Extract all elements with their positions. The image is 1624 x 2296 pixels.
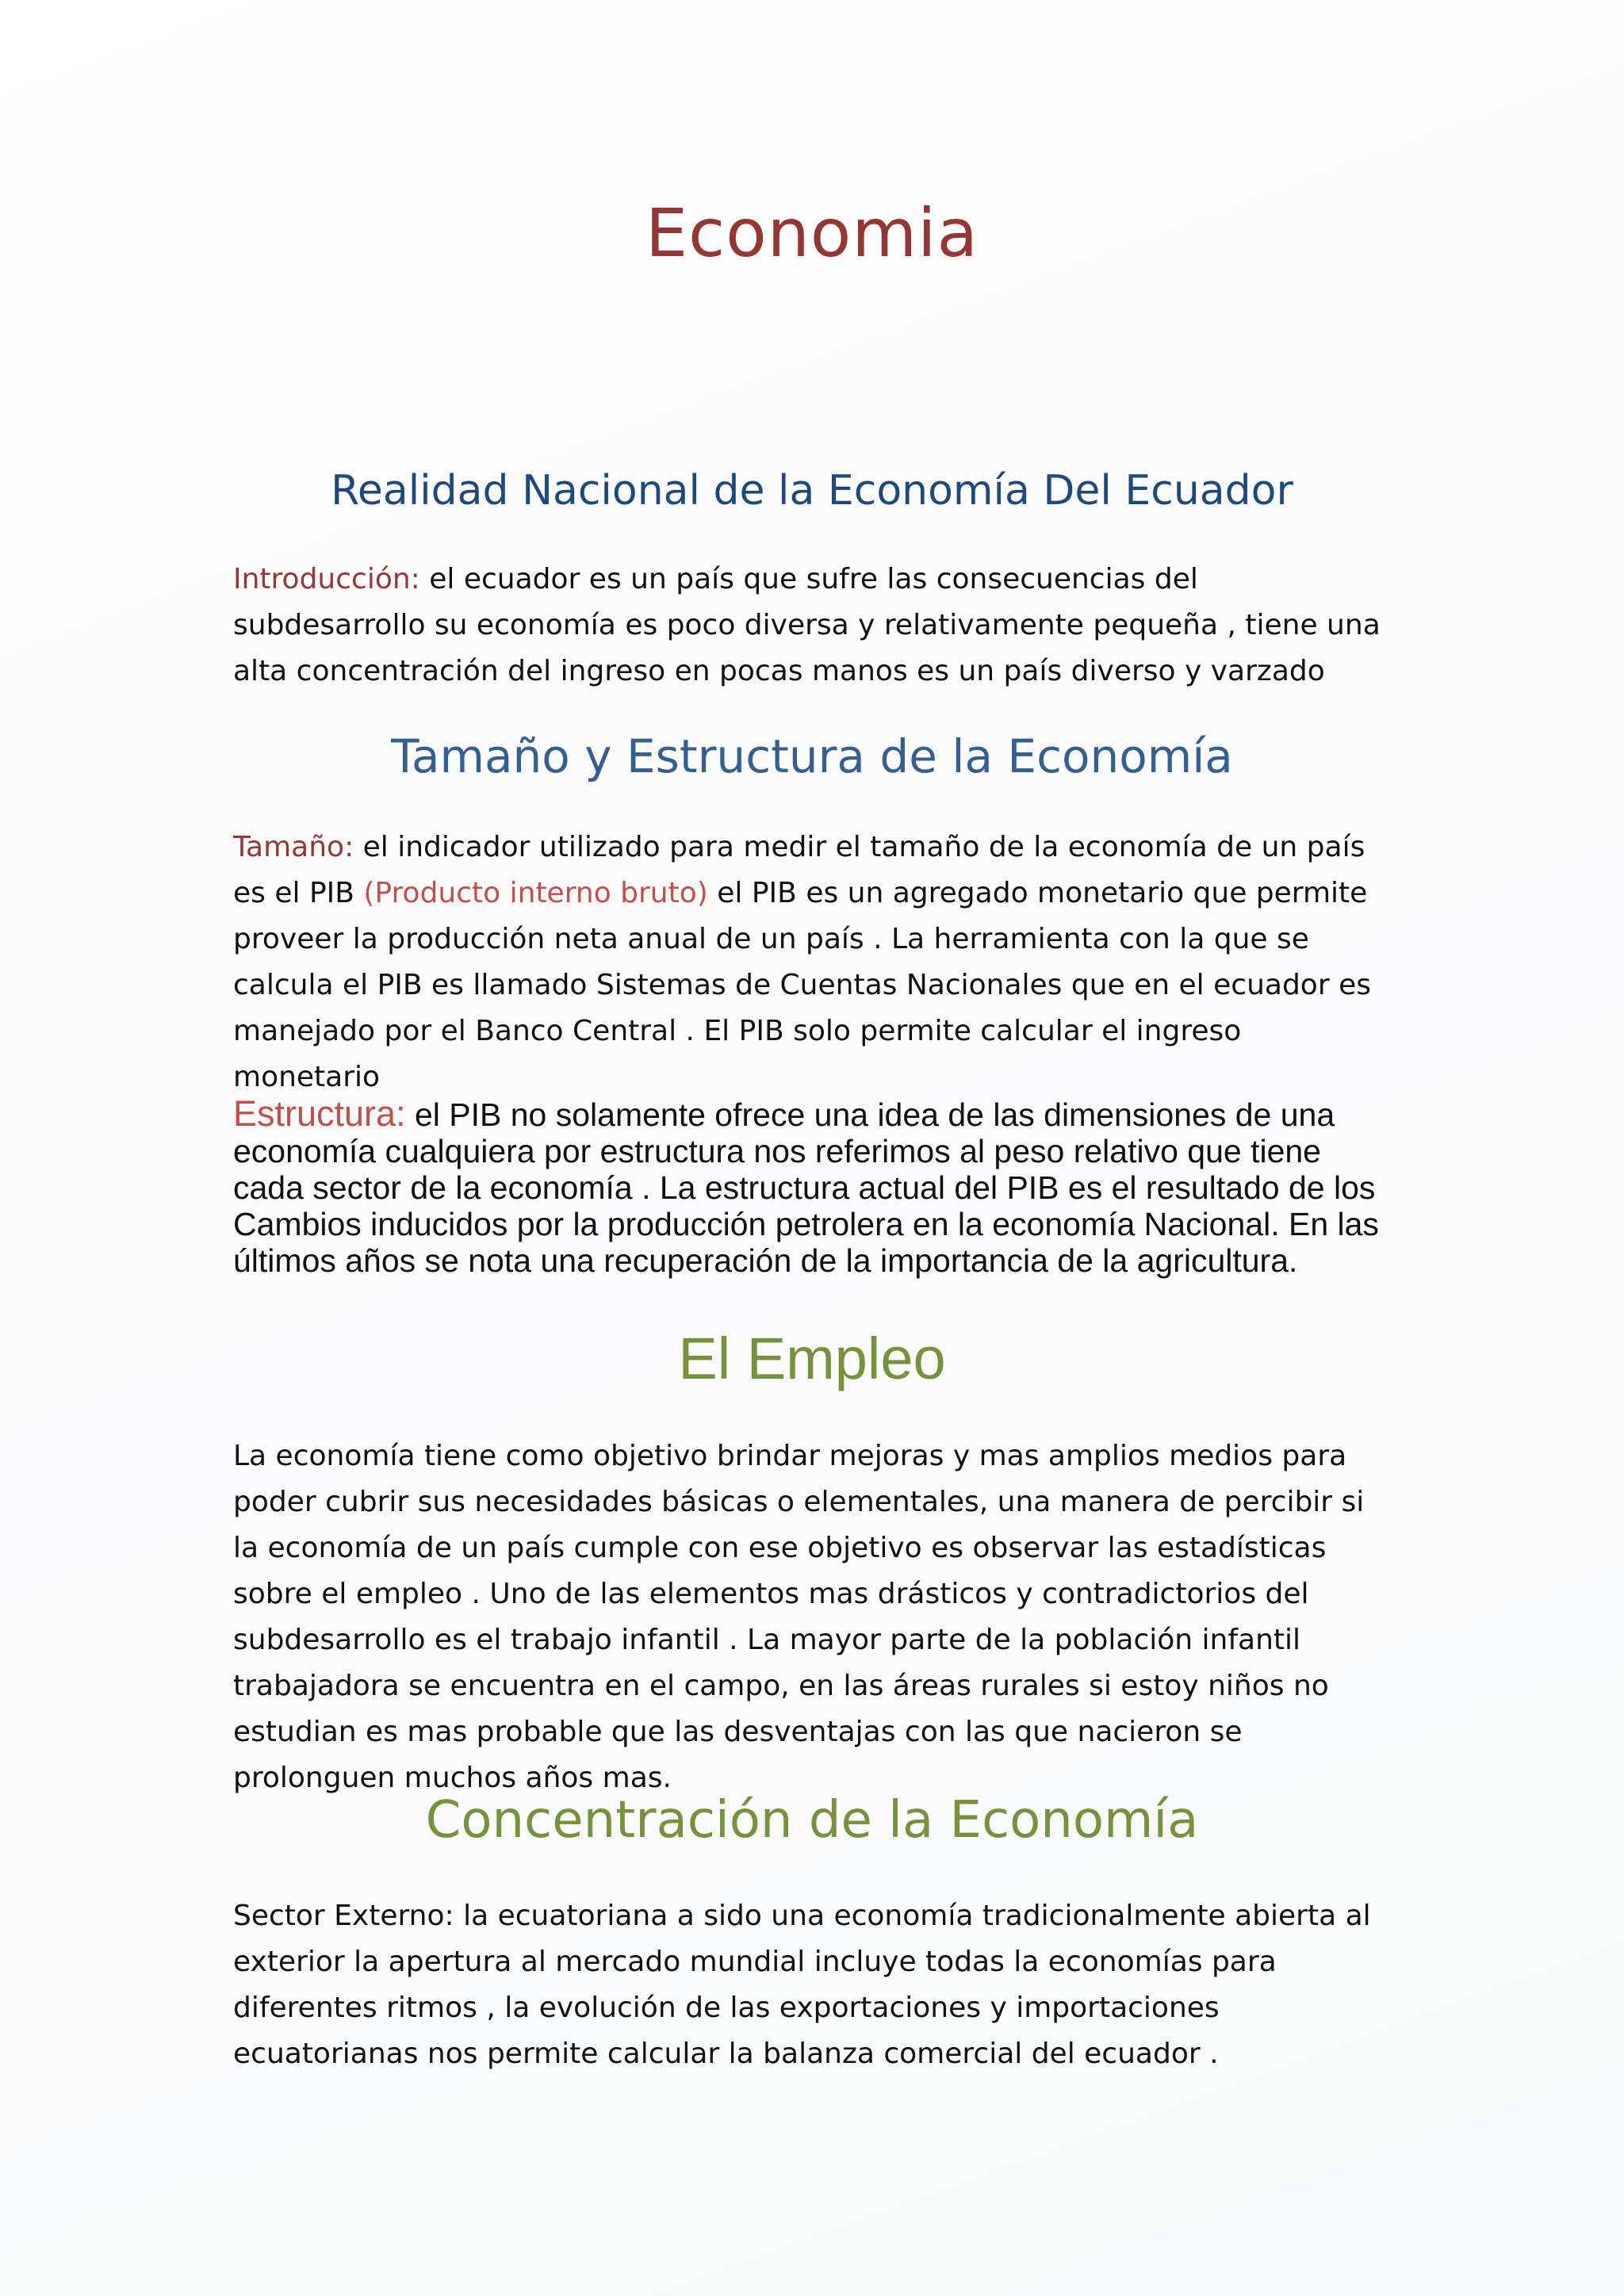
tamano-text-a: el indicador utilizado para medir el tamaño de la economía de un país es el PIB [233, 831, 1365, 909]
heading-el-empleo: El Empleo [678, 1326, 946, 1391]
tamano-paragraph-block [233, 825, 1392, 1100]
empleo-paragraph-block [233, 1433, 1392, 1801]
sector-externo-paragraph: Sector Externo: la ecuatoriana a sido una economía tradicionalmente abierta al exterior la apertura al mercado mundial incluye todas la economías para diferentes ritmos , la evolución de las exportaciones y importaciones ecuatorianas nos permite calcular la balanza comercial del ecuador . [233, 1900, 1371, 2070]
document-title: Economia [645, 194, 979, 272]
tamano-text-b: el PIB es un agregado monetario que permite proveer la producción neta anual de un país . La herramienta con la que se calcula el PIB es llamado Sistemas de Cuentas Nacionales que en el ecuador es manejado por el Banco Central . El PIB solo permite calcular el ingreso monetario [233, 877, 1371, 1093]
empleo-paragraph: La economía tiene como objetivo brindar mejoras y mas amplios medios para poder cubrir sus necesidades básicas o elementales, una manera de percibir si la economía de un país cumple con ese objetivo es observar las estadísticas sobre el empleo . Uno de las elementos mas drásticos y contradictorios del subdesarrollo es el trabajo infantil . La mayor parte de la población infantil trabajadora se encuentra en el campo, en las áreas rurales si estoy niños no estudian es mas probable que las desventajas con las que nacieron se prolonguen muchos años mas. [233, 1440, 1365, 1794]
tamano-label: Tamaño: [233, 831, 354, 863]
sector-externo-paragraph-block [233, 1893, 1392, 2077]
estructura-label: Estructura: [233, 1093, 406, 1134]
heading-tamano-estructura: Tamaño y Estructura de la Economía [391, 729, 1233, 783]
estructura-paragraph [233, 1093, 1392, 1279]
estructura-text: el PIB no solamente ofrece una idea de las dimensiones de una economía cualquiera por estructura nos referimos al peso relativo que tiene cada sector de la economía . La estructura actual del PIB es el resultado de los Cambios inducidos por la producción petrolera en la economía Nacional. En las últimos años se nota una recuperación de la importancia de la agricultura. [233, 1096, 1379, 1279]
heading-concentracion: Concentración de la Economía [425, 1791, 1199, 1850]
tamano-paragraph [233, 825, 1392, 1100]
intro-paragraph-block [233, 557, 1392, 695]
estructura-paragraph-block [233, 1093, 1392, 1279]
intro-text: el ecuador es un país que sufre las consecuencias del subdesarrollo su economía es poco diversa y relativamente pequeña , tiene una alta concentración del ingreso en pocas manos es un país diverso y varzado [233, 563, 1381, 687]
intro-label: Introducción: [233, 563, 420, 595]
intro-paragraph [233, 557, 1392, 695]
pib-highlight: (Producto interno bruto) [363, 877, 708, 909]
heading-realidad-nacional: Realidad Nacional de la Economía Del Ecuador [331, 467, 1293, 515]
